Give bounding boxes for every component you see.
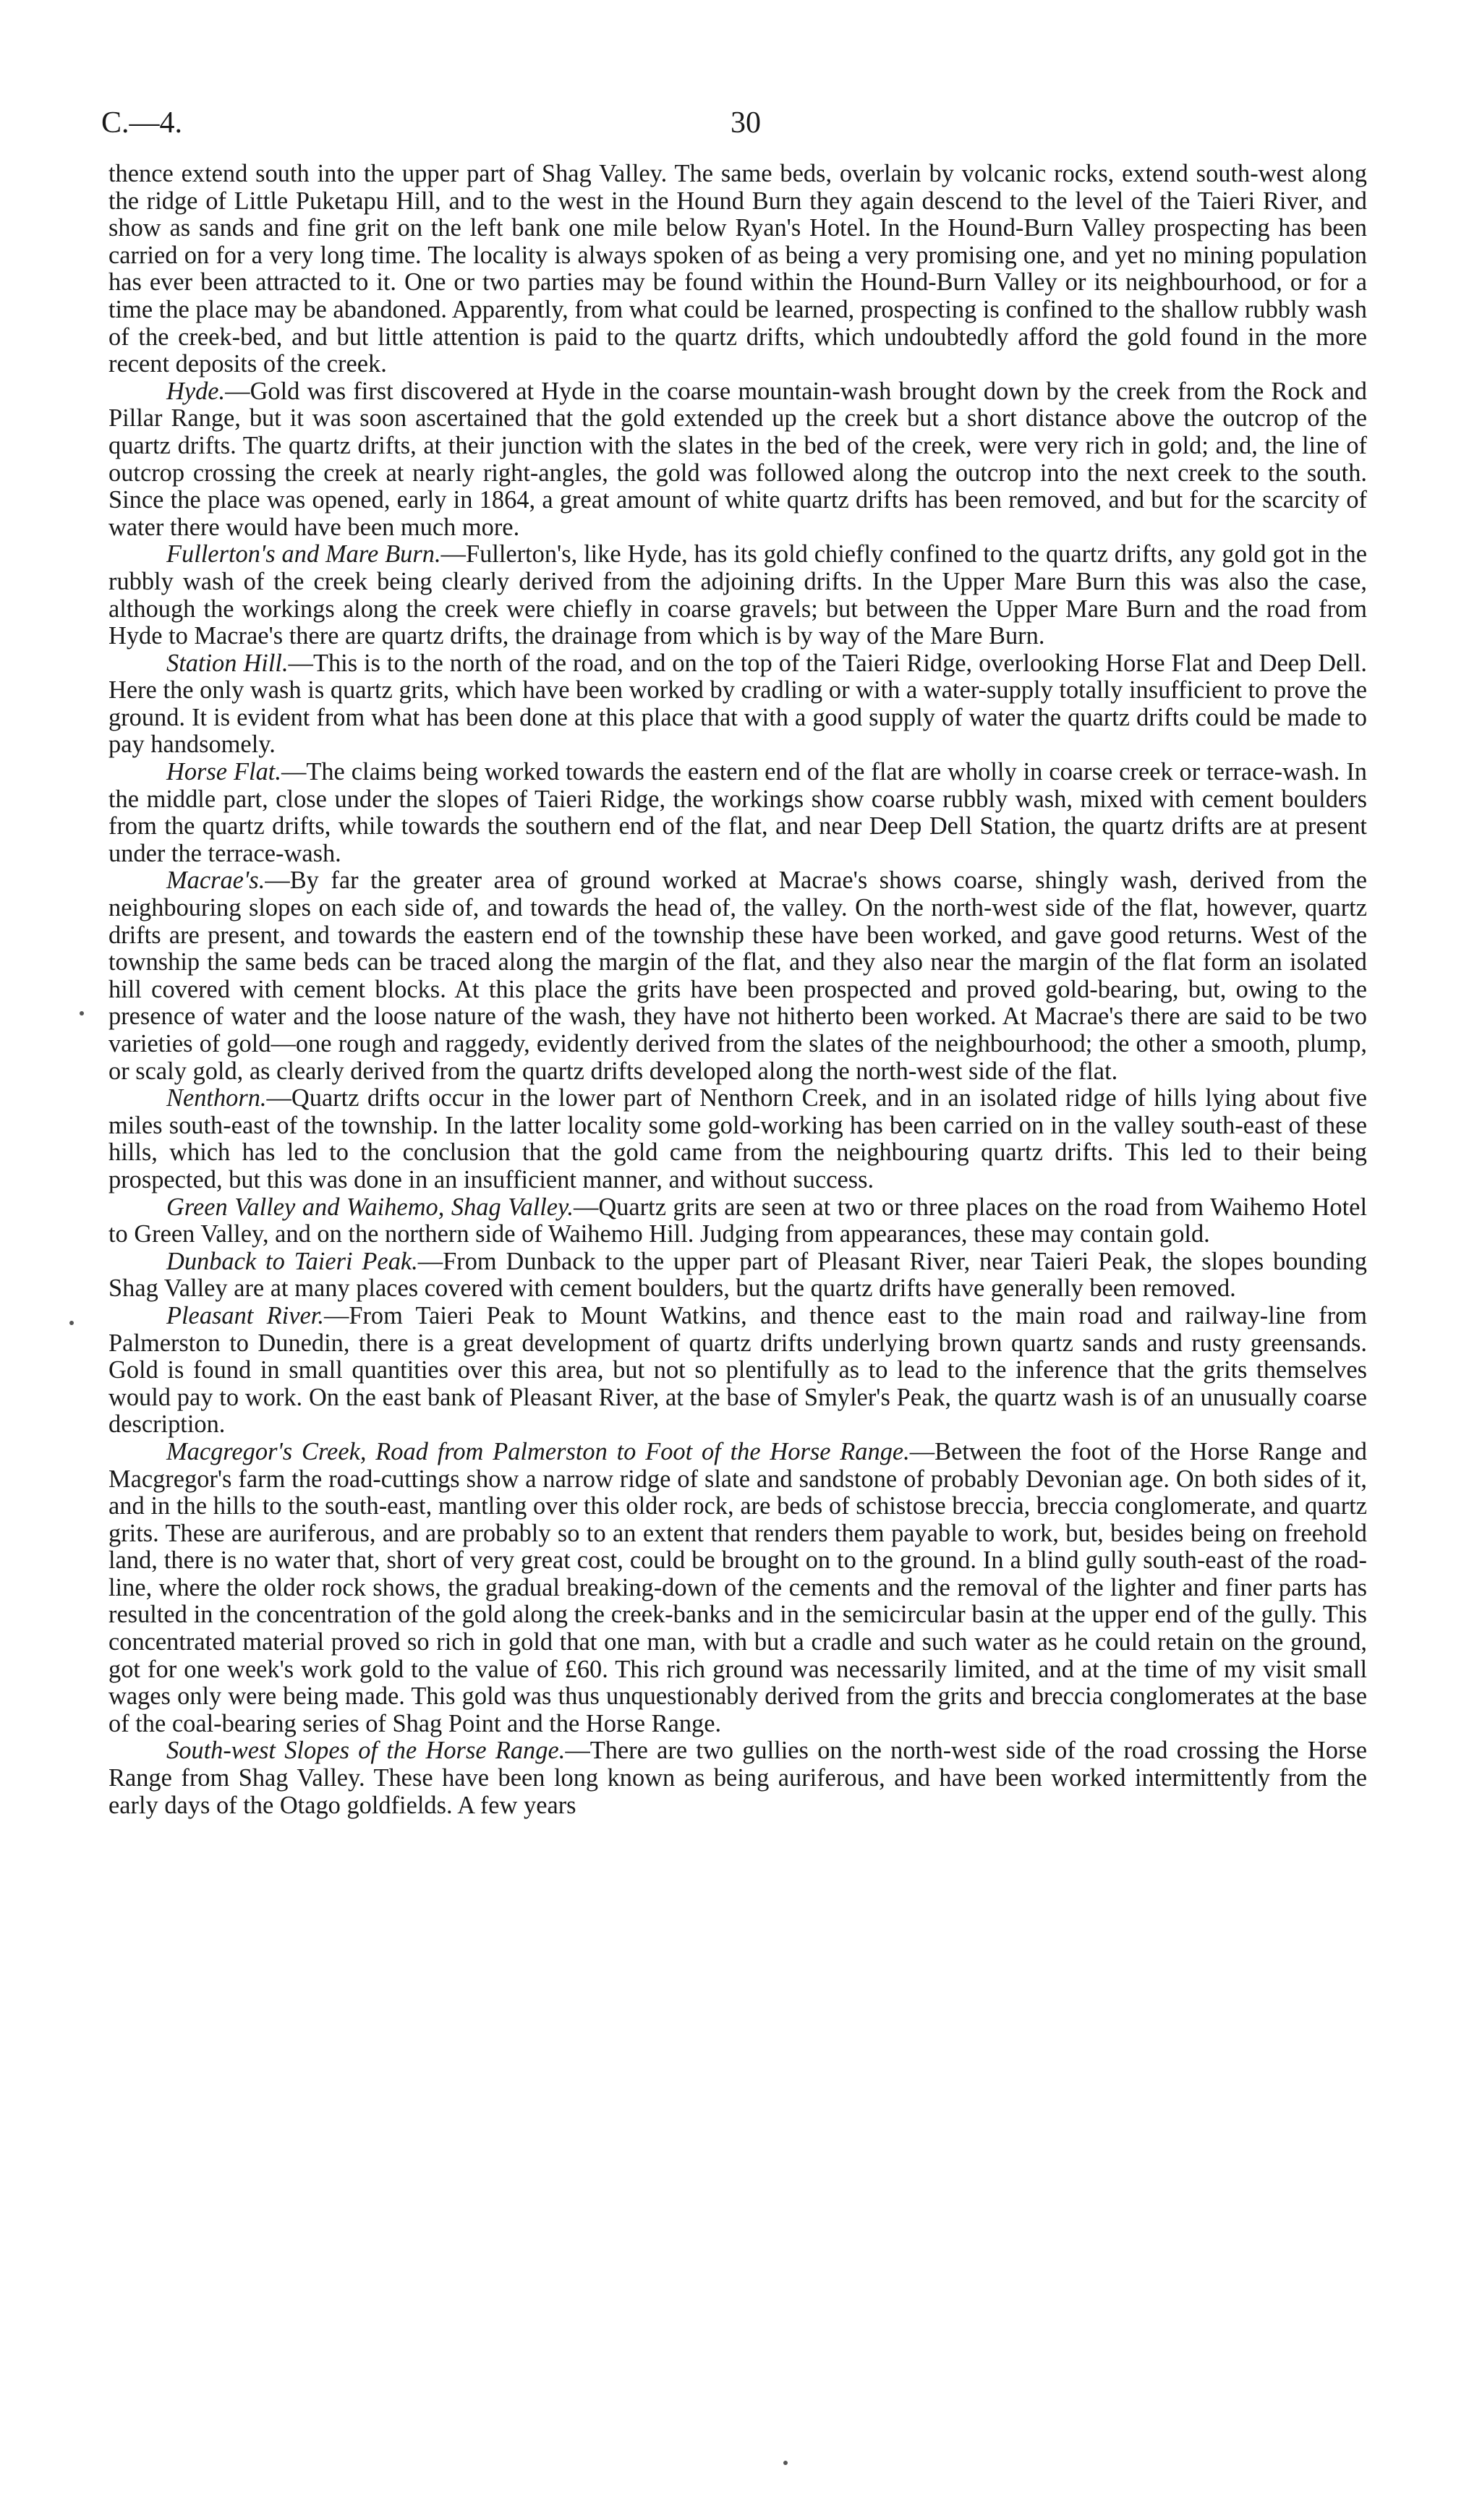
- section-heading: Macrae's.: [166, 867, 265, 895]
- scan-speck: [80, 1011, 84, 1016]
- section-heading: Hyde.: [166, 377, 226, 405]
- scan-speck: [69, 1321, 74, 1325]
- section-heading: Pleasant River.: [166, 1301, 324, 1329]
- section-heading: Green Valley and Waihemo, Shag Valley.: [166, 1193, 574, 1221]
- paragraph-fullertons: Fullerton's and Mare Burn.—Fullerton's, like Hyde, has its gold chiefly confined to the quartz drifts, any gold got in the rubbly wash of the creek being clearly derived from the adjoining drifts. In the Upper Mare Burn this was also the case, although the workings along the creek were chiefly in coarse gravels; but between the Upper Mare Burn and the road from Hyde to Macrae's there are quartz drifts, the drainage from which is by way of the Mare Burn.: [108, 540, 1367, 650]
- paragraph-horse-flat: Horse Flat.—The claims being worked towards the eastern end of the flat are wholly in coarse creek or terrace-wash. In the middle part, close under the slopes of Taieri Ridge, the workings show coarse rubbly wash, mixed with cement boulders from the quartz drifts, while towards the southern end of the flat, and near Deep Dell Station, the quartz drifts are at present under the terrace-wash.: [108, 758, 1367, 867]
- paragraph-intro: thence extend south into the upper part of Shag Valley. The same beds, overlain by volcanic rocks, extend south-west along the ridge of Little Puketapu Hill, and to the west in the Hound Burn they again descend to the level of the Taieri River, and show as sands and fine grit on the left bank one mile below Ryan's Hotel. In the Hound-Burn Valley prospecting has been carried on for a very long time. The locality is always spoken of as being a very promising one, and yet no mining population has ever been attracted to it. One or two parties may be found within the Hound-Burn Valley or its neighbourhood, or for a time the place may be abandoned. Apparently, from what could be learned, prospecting is confined to the shallow rubbly wash of the creek-bed, and but little attention is paid to the quartz drifts, which undoubtedly afford the gold found in the more recent deposits of the creek.: [108, 160, 1367, 378]
- section-heading: South-west Slopes of the Horse Range.: [166, 1737, 566, 1765]
- page-number: 30: [731, 106, 761, 140]
- section-heading: Macgregor's Creek, Road from Palmerston to Foot of the Horse Range.: [166, 1437, 910, 1465]
- section-heading: Fullerton's and Mare Burn.: [166, 540, 441, 569]
- paragraph-horse-range: South-west Slopes of the Horse Range.—There are two gullies on the north-west side of the road crossing the Horse Range from Shag Valley. These have been long known as being auriferous, and have been worked intermittently from the early days of the Otago goldfields. A few years: [108, 1737, 1367, 1819]
- section-heading: Dunback to Taieri Peak.: [166, 1247, 418, 1275]
- paragraph-macraes: Macrae's.—By far the greater area of ground worked at Macrae's shows coarse, shingly wash, derived from the neighbouring slopes on each side of, and towards the head of, the valley. On the north-west side of the flat, however, quartz drifts are present, and towards the eastern end of the township these have been worked, and gave good returns. West of the township the same beds can be traced along the margin of the flat, and they also near the margin of the flat form an isolated hill covered with cement blocks. At this place the grits have been prospected and proved gold-bearing, but, owing to the presence of water and the loose nature of the wash, they have not hitherto been worked. At Macrae's there are said to be two varieties of gold—one rough and raggedy, evidently derived from the slates of the neighbourhood; the other a smooth, plump, or scaly gold, as clearly derived from the quartz drifts developed along the north-west side of the flat.: [108, 867, 1367, 1085]
- paragraph-pleasant-river: Pleasant River.—From Taieri Peak to Mount Watkins, and thence east to the main road and railway-line from Palmerston to Dunedin, there is a great development of quartz drifts underlying brown quartz sands and rusty greensands. Gold is found in small quantities over this area, but not so plentifully as to lead to the inference that the grits themselves would pay to work. On the east bank of Pleasant River, at the base of Smyler's Peak, the quartz wash is of an unusually coarse description.: [108, 1301, 1367, 1439]
- paragraph-macgregors-creek: Macgregor's Creek, Road from Palmerston to Foot of the Horse Range.—Between the foot of the Horse Range and Macgregor's farm the road-cuttings show a narrow ridge of slate and sandstone of probably Devonian age. On both sides of it, and in the hills to the south-east, mantling over this older rock, are beds of schistose breccia, breccia conglomerate, and quartz grits. These are auriferous, and are probably so to an extent that renders them payable to work, but, besides being on freehold land, there is no water that, short of very great cost, could be brought on to the ground. In a blind gully south-east of the road-line, where the older rock shows, the gradual breaking-down of the cements and the removal of the lighter and finer parts has resulted in the concentration of the gold along the creek-banks and in the semicircular basin at the upper end of the gully. This concentrated material proved so rich in gold that one man, with but a cradle and such water as he could retain on the ground, got for one week's work gold to the value of £60. This rich ground was necessarily limited, and at the time of my visit small wages only were being made. This gold was thus unquestionably derived from the grits and breccia conglomerates at the base of the coal-bearing series of Shag Point and the Horse Range.: [108, 1437, 1367, 1737]
- section-heading: Station Hill.: [166, 649, 289, 677]
- paragraph-green-valley: Green Valley and Waihemo, Shag Valley.—Quartz grits are seen at two or three places on the road from Waihemo Hotel to Green Valley, and on the northern side of Waihemo Hill. Judging from appearances, these may contain gold.: [108, 1193, 1368, 1248]
- scan-speck: [783, 2461, 788, 2465]
- paragraph-nenthorn: Nenthorn.—Quartz drifts occur in the lower part of Nenthorn Creek, and in an isolated ridge of hills lying about five miles south-east of the township. In the latter locality some gold-working has been carried on in the valley south-east of these hills, which has led to the conclusion that the gold came from the neighbouring quartz drifts. This led to their being prospected, but this was done in an insufficient manner, and without success.: [108, 1084, 1367, 1193]
- document-code: C.—4.: [101, 106, 183, 140]
- section-heading: Horse Flat.: [166, 758, 281, 786]
- paragraph-dunback: Dunback to Taieri Peak.—From Dunback to the upper part of Pleasant River, near Taieri Peak, the slopes bounding Shag Valley are at many places covered with cement boulders, but the quartz drifts have generally been removed.: [108, 1247, 1367, 1303]
- page-header: [101, 101, 1367, 152]
- paragraph-hyde: Hyde.—Gold was first discovered at Hyde in the coarse mountain-wash brought down by the creek from the Rock and Pillar Range, but it was soon ascertained that the gold extended up the creek but a short distance above the outcrop of the quartz drifts. The quartz drifts, at their junction with the slates in the bed of the creek, were very rich in gold; and, the line of outcrop crossing the creek at nearly right-angles, the gold was followed along the outcrop into the next creek to the south. Since the place was opened, early in 1864, a great amount of white quartz drifts has been removed, and but for the scarcity of water there would have been much more.: [108, 377, 1367, 541]
- body-text: [108, 161, 1367, 1819]
- paragraph-station-hill: Station Hill.—This is to the north of the road, and on the top of the Taieri Ridge, overlooking Horse Flat and Deep Dell. Here the only wash is quartz grits, which have been worked by cradling or with a water-supply totally insufficient to prove the ground. It is evident from what has been done at this place that with a good supply of water the quartz drifts could be made to pay handsomely.: [108, 649, 1367, 759]
- section-heading: Nenthorn.: [166, 1084, 267, 1112]
